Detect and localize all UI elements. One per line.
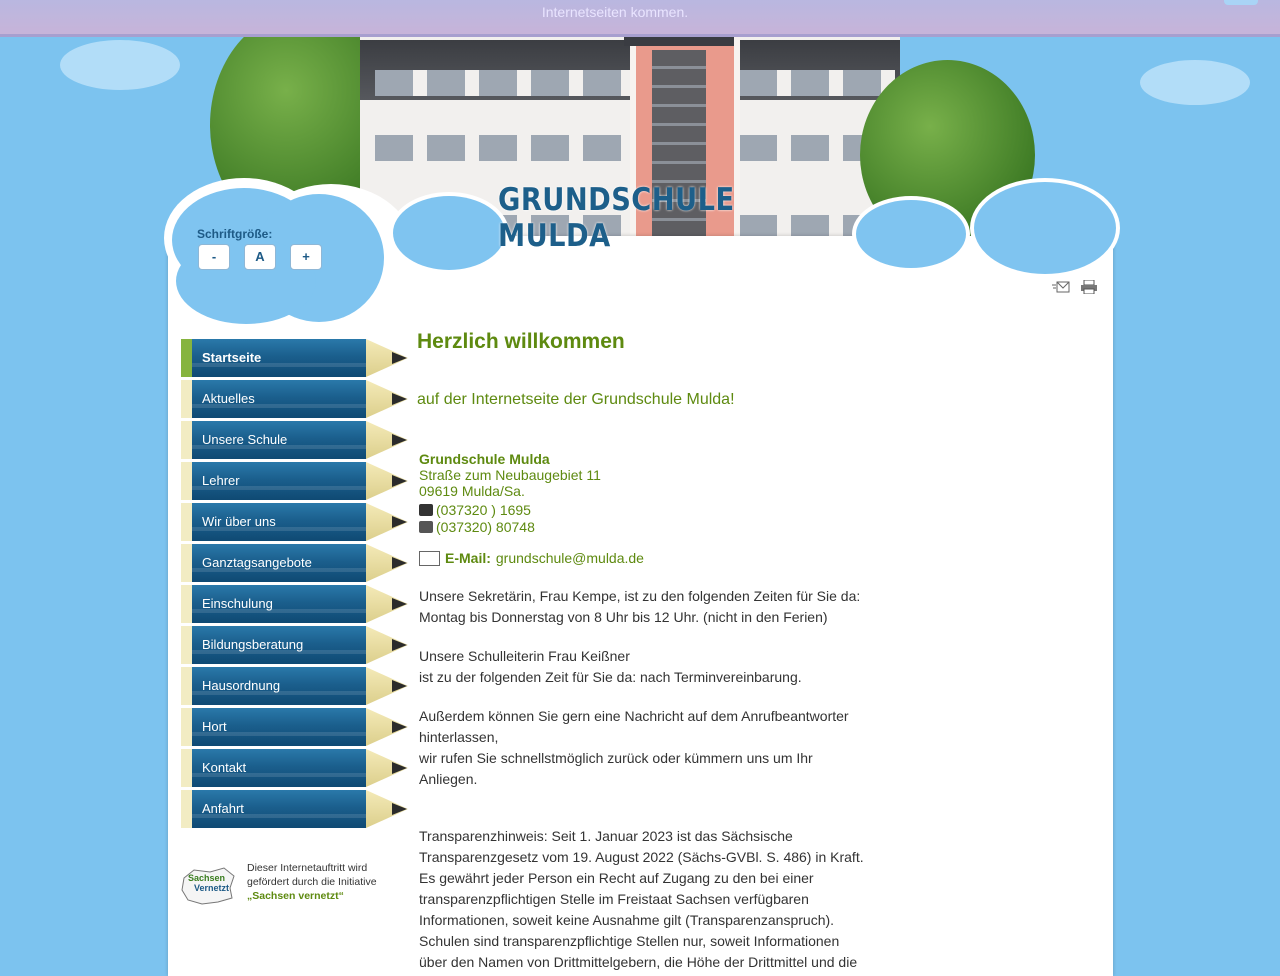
nav-stripe: [181, 380, 192, 418]
nav-stripe: [181, 339, 192, 377]
sponsor-line: gefördert durch die Initiative: [247, 876, 377, 888]
pencil-lead: [392, 475, 407, 487]
pencil-lead: [392, 393, 407, 405]
sponsor-line: Dieser Internetauftritt wird: [247, 862, 368, 874]
page-subtitle: auf der Internetseite der Grundschule Mulda!: [417, 391, 735, 408]
pencil-lead: [392, 557, 407, 569]
nav-item-einschulung[interactable]: [181, 585, 407, 623]
nav-item-kontakt[interactable]: [181, 749, 407, 787]
nav-item-wir-ueber-uns[interactable]: [181, 503, 407, 541]
nav-stripe: [181, 503, 192, 541]
pencil-lead: [392, 598, 407, 610]
notice-toggle-button[interactable]: [1224, 0, 1258, 5]
nav-item-label: Ganztagsangebote: [202, 555, 312, 570]
sponsor-text: [247, 861, 397, 903]
text-line: Montag bis Donnerstag von 8 Uhr bis 12 Uhr. (nicht in den Ferien): [419, 609, 828, 625]
text-line: transparenzpflichtigen Stelle im Freistaat Sachsen verfügbaren: [419, 891, 809, 907]
nav-item-label: Startseite: [202, 350, 262, 365]
nav-stripe: [181, 544, 192, 582]
nav-stripe: [181, 462, 192, 500]
notice-text: Internetseiten kommen.: [541, 4, 689, 20]
nav-item-label: Bildungsberatung: [202, 637, 304, 652]
nav-item-anfahrt[interactable]: [181, 790, 407, 828]
email-row: [419, 550, 644, 566]
phone-icon: [419, 504, 433, 516]
site-title: GRUNDSCHULE MULDA: [498, 182, 735, 254]
text-line: wir rufen Sie schnellstmöglich zurück oder kümmern uns um Ihr: [419, 750, 813, 766]
mail-icon[interactable]: [1052, 280, 1070, 294]
logo-text: Sachsen: [188, 873, 226, 883]
nav-item-label: Wir über uns: [202, 514, 276, 529]
principal-paragraph: [419, 646, 869, 688]
cloud-fill: [856, 200, 966, 268]
nav-stripe: [181, 708, 192, 746]
text-line: über den Namen von Drittmittelgebern, die Höhe der Drittmittel und die: [419, 954, 858, 970]
nav-stripe: [181, 749, 192, 787]
transparency-paragraph: [419, 826, 869, 973]
nav-item-label: Unsere Schule: [202, 432, 288, 447]
nav-item-lehrer[interactable]: [181, 462, 407, 500]
nav-item-startseite[interactable]: [181, 339, 407, 377]
nav-item-aktuelles[interactable]: [181, 380, 407, 418]
pencil-lead: [392, 762, 407, 774]
sky-cloud: [1140, 60, 1250, 105]
pencil-lead: [392, 434, 407, 446]
nav-item-hort[interactable]: [181, 708, 407, 746]
nav-item-label: Anfahrt: [202, 801, 244, 816]
nav-item-label: Hort: [202, 719, 227, 734]
nav-item-label: Einschulung: [202, 596, 273, 611]
sky-cloud: [60, 40, 180, 90]
page-title: Herzlich willkommen: [417, 330, 625, 353]
fax-icon: [419, 521, 433, 533]
nav-stripe: [181, 790, 192, 828]
pencil-lead: [392, 803, 407, 815]
nav-stripe: [181, 667, 192, 705]
sachsen-vernetzt-logo[interactable]: [180, 864, 236, 906]
office-hours-paragraph: [419, 586, 869, 628]
pencil-lead: [392, 639, 407, 651]
text-line: ist zu der folgenden Zeit für Sie da: nach Terminvereinbarung.: [419, 669, 802, 685]
voicemail-paragraph: [419, 706, 869, 790]
nav-item-label: Lehrer: [202, 473, 240, 488]
address-block: [419, 451, 601, 535]
notice-bar: [0, 0, 1280, 37]
text-line: Transparenzhinweis: Seit 1. Januar 2023 ist das Sächsische: [419, 828, 793, 844]
pencil-lead: [392, 516, 407, 528]
text-line: Transparenzgesetz vom 19. August 2022 (Sächs-GVBl. S. 486) in Kraft.: [419, 849, 864, 865]
text-line: Schulen sind transparenzpflichtige Stellen nur, soweit Informationen: [419, 933, 840, 949]
phone-row: [419, 502, 601, 518]
logo-text: Vernetzt: [194, 883, 230, 893]
street: Straße zum Neubaugebiet 11: [419, 467, 601, 483]
cloud-fill: [974, 182, 1116, 274]
pencil-lead: [392, 721, 407, 733]
nav-item-hausordnung[interactable]: [181, 667, 407, 705]
cloud-fill: [393, 196, 505, 270]
nav-item-ganztagsangebote[interactable]: [181, 544, 407, 582]
email-link[interactable]: grundschule@mulda.de: [495, 550, 644, 566]
pencil-lead: [392, 680, 407, 692]
nav-item-label: Hausordnung: [202, 678, 281, 693]
font-decrease-button[interactable]: -: [198, 244, 230, 270]
city: 09619 Mulda/Sa.: [419, 483, 525, 499]
print-icon[interactable]: [1080, 280, 1098, 294]
email-label: E-Mail:: [445, 550, 491, 566]
fax-row: [419, 519, 601, 535]
text-line: Unsere Sekretärin, Frau Kempe, ist zu den folgenden Zeiten für Sie da:: [419, 588, 861, 604]
text-line: Informationen, soweit keine Ausnahme gilt (Transparenzanspruch).: [419, 912, 835, 928]
nav-item-bildungsberatung[interactable]: [181, 626, 407, 664]
nav-stripe: [181, 626, 192, 664]
nav-stripe: [181, 585, 192, 623]
nav-stripe: [181, 421, 192, 459]
font-increase-button[interactable]: +: [290, 244, 322, 270]
nav-item-unsere-schule[interactable]: [181, 421, 407, 459]
fax-number: (037320) 80748: [436, 519, 535, 535]
text-line: Anliegen.: [419, 771, 478, 787]
pencil-lead: [392, 352, 407, 364]
nav-item-label: Aktuelles: [202, 391, 255, 406]
nav-item-label: Kontakt: [202, 760, 247, 775]
text-line: hinterlassen,: [419, 729, 499, 745]
font-size-label: Schriftgröße:: [197, 227, 273, 241]
text-line: Außerdem können Sie gern eine Nachricht auf dem Anrufbeantworter: [419, 708, 849, 724]
main-navigation: [181, 339, 407, 831]
email-icon: [419, 551, 440, 566]
sponsor-initiative: „Sachsen vernetzt“: [247, 890, 344, 902]
text-line: Es gewährt jeder Person ein Recht auf Zugang zu den bei einer: [419, 870, 814, 886]
school-name: Grundschule Mulda: [419, 451, 550, 467]
sponsor-line: [247, 889, 397, 903]
phone-number: (037320 ) 1695: [436, 502, 531, 518]
font-reset-button[interactable]: A: [244, 244, 276, 270]
text-line: Unsere Schulleiterin Frau Keißner: [419, 648, 630, 664]
